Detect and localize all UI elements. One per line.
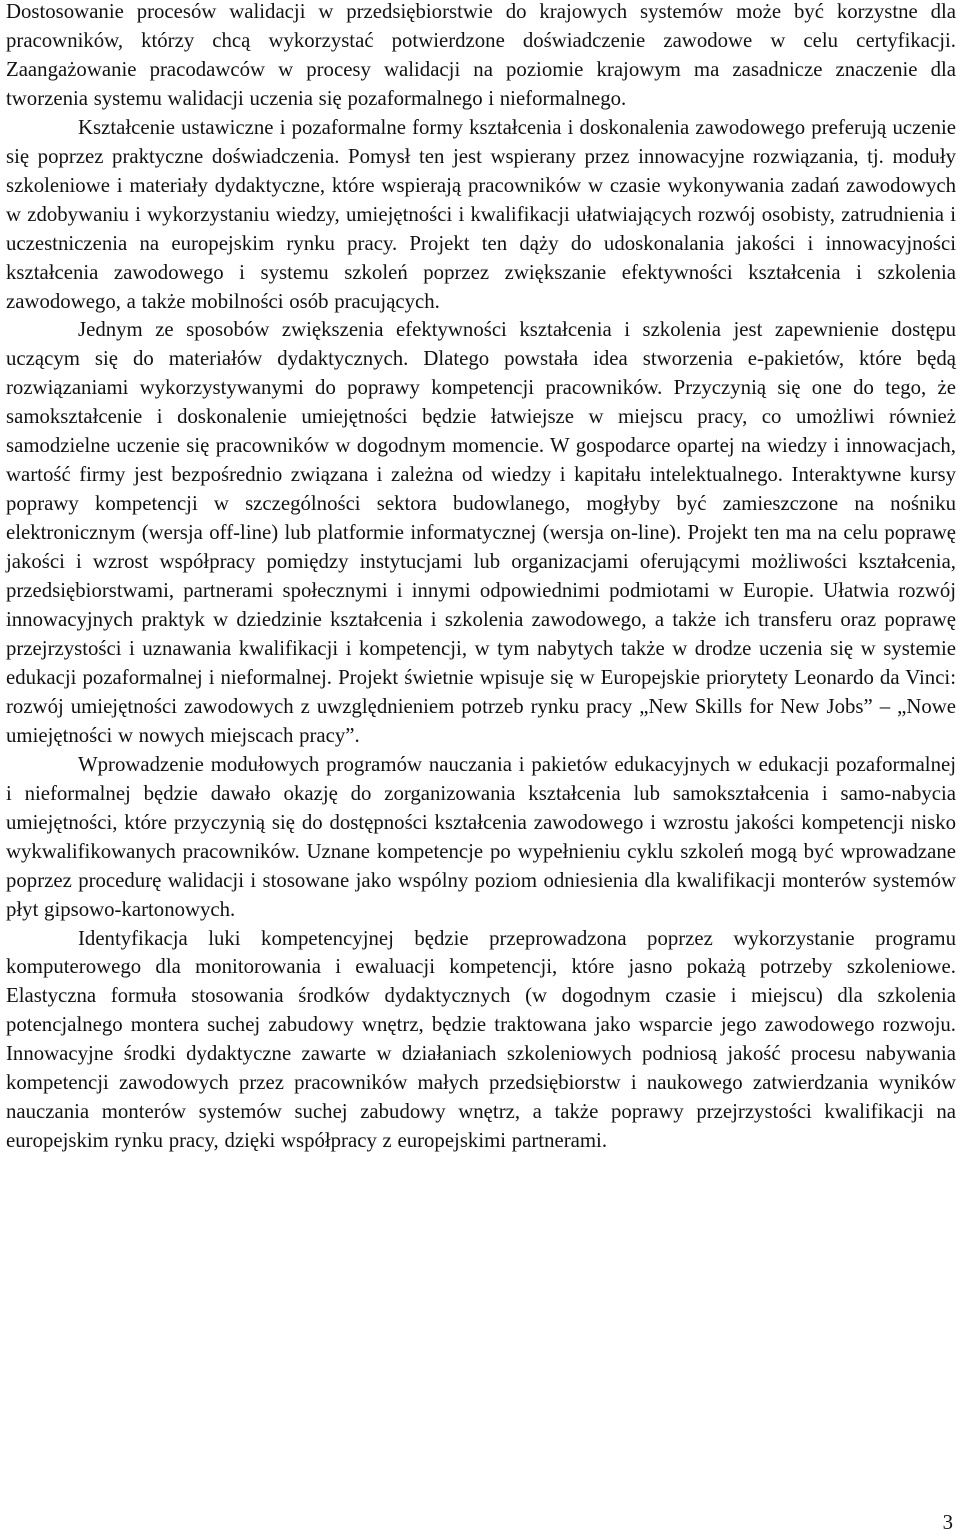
paragraph: Identyfikacja luki kompetencyjnej będzie przeprowadzona poprzez wykorzystanie programu komputerowego dla monitorowania i ewaluacji kompetencji, które jasno pokażą potrzeby szkoleniowe. Elastyczna formuła stosowania środków dydaktycznych (w dogodnym czasie i miejscu) dla szkolenia potencjalnego montera suchej zabudowy wnętrz, będzie traktowana jako wsparcie jego zawodowego rozwoju. Innowacyjne środki dydaktyczne zawarte w działaniach szkoleniowych podniosą jakość procesu nabywania kompetencji zawodowych przez pracowników małych przedsiębiorstw i naukowego zatwierdzania wyników nauczania monterów systemów suchej zabudowy wnętrz, a także poprawy przejrzystości kwalifikacji na europejskim rynku pracy, dzięki współpracy z europejskimi partnerami. (6, 926, 956, 1153)
paragraph: Dostosowanie procesów walidacji w przedsiębiorstwie do krajowych systemów może być korzystne dla pracowników, którzy chcą wykorzystać potwierdzone doświadczenie zawodowe w celu certyfikacji. Zaangażowanie pracodawców w procesy walidacji na poziomie krajowym ma zasadnicze znaczenie dla tworzenia systemu walidacji uczenia się pozaformalnego i nieformalnego. (6, 0, 956, 110)
paragraph: Jednym ze sposobów zwiększenia efektywności kształcenia i szkolenia jest zapewnienie dostępu uczącym się do materiałów dydaktycznych. Dlatego powstała idea stworzenia e-pakietów, które będą rozwiązaniami wykorzystywanymi do poprawy kompetencji pracowników. Przyczynią się one do tego, że samokształcenie i doskonalenie umiejętności będzie łatwiejsze w miejscu pracy, co umożliwi również samodzielne uczenie się pracowników w dogodnym momencie. W gospodarce opartej na wiedzy i innowacjach, wartość firmy jest bezpośrednio związana i zależna od wiedzy i kapitału intelektualnego. Interaktywne kursy poprawy kompetencji w szczególności sektora budowlanego, mogłyby być zamieszczone na nośniku elektronicznym (wersja off-line) lub platformie informatycznej (wersja on-line). Projekt ten ma na celu poprawę jakości i wzrost współpracy pomiędzy instytucjami lub organizacjami oferującymi możliwości kształcenia, przedsiębiorstwami, partnerami społecznymi i innymi odpowiednimi podmiotami w Europie. Ułatwia rozwój innowacyjnych praktyk w dziedzinie kształcenia i szkolenia zawodowego, a także ich transferu oraz poprawę przejrzystości i uznawania kwalifikacji i kompetencji, w tym nabytych także w drodze uczenia się w systemie edukacji pozaformalnej i nieformalnej. Projekt świetnie wpisuje się w Europejskie priorytety Leonardo da Vinci: rozwój umiejętności zawodowych z uwzględnieniem potrzeb rynku pracy „New Skills for New Jobs” – „Nowe umiejętności w nowych miejscach pracy”. (6, 318, 956, 747)
body-text (6, 0, 956, 1156)
paragraph: Kształcenie ustawiczne i pozaformalne formy kształcenia i doskonalenia zawodowego preferują uczenie się poprzez praktyczne doświadczenia. Pomysł ten jest wspierany przez innowacyjne rozwiązania, tj. moduły szkoleniowe i materiały dydaktyczne, które wspierają pracowników w czasie wykonywania zadań zawodowych w zdobywaniu i wykorzystaniu wiedzy, umiejętności i kwalifikacji ułatwiających rozwój osobisty, zatrudnienia i uczestniczenia na europejskim rynku pracy. Projekt ten dąży do udoskonalania jakości i innowacyjności kształcenia zawodowego i systemu szkoleń poprzez zwiększanie efektywności kształcenia i szkolenia zawodowego, a także mobilności osób pracujących. (6, 115, 956, 313)
page-number: 3 (942, 1511, 953, 1534)
paragraph: Wprowadzenie modułowych programów nauczania i pakietów edukacyjnych w edukacji pozaformalnej i nieformalnej będzie dawało okazję do zorganizowania kształcenia lub samokształcenia i samo-nabycia umiejętności, które przyczynią się do dostępności kształcenia zawodowego i wzrostu jakości kompetencji nisko wykwalifikowanych pracowników. Uznane kompetencje po wypełnieniu cyklu szkoleń mogą być wprowadzane poprzez procedurę walidacji i stosowane jako wspólny poziom odniesienia dla kwalifikacji monterów systemów płyt gipsowo-kartonowych. (6, 752, 956, 921)
